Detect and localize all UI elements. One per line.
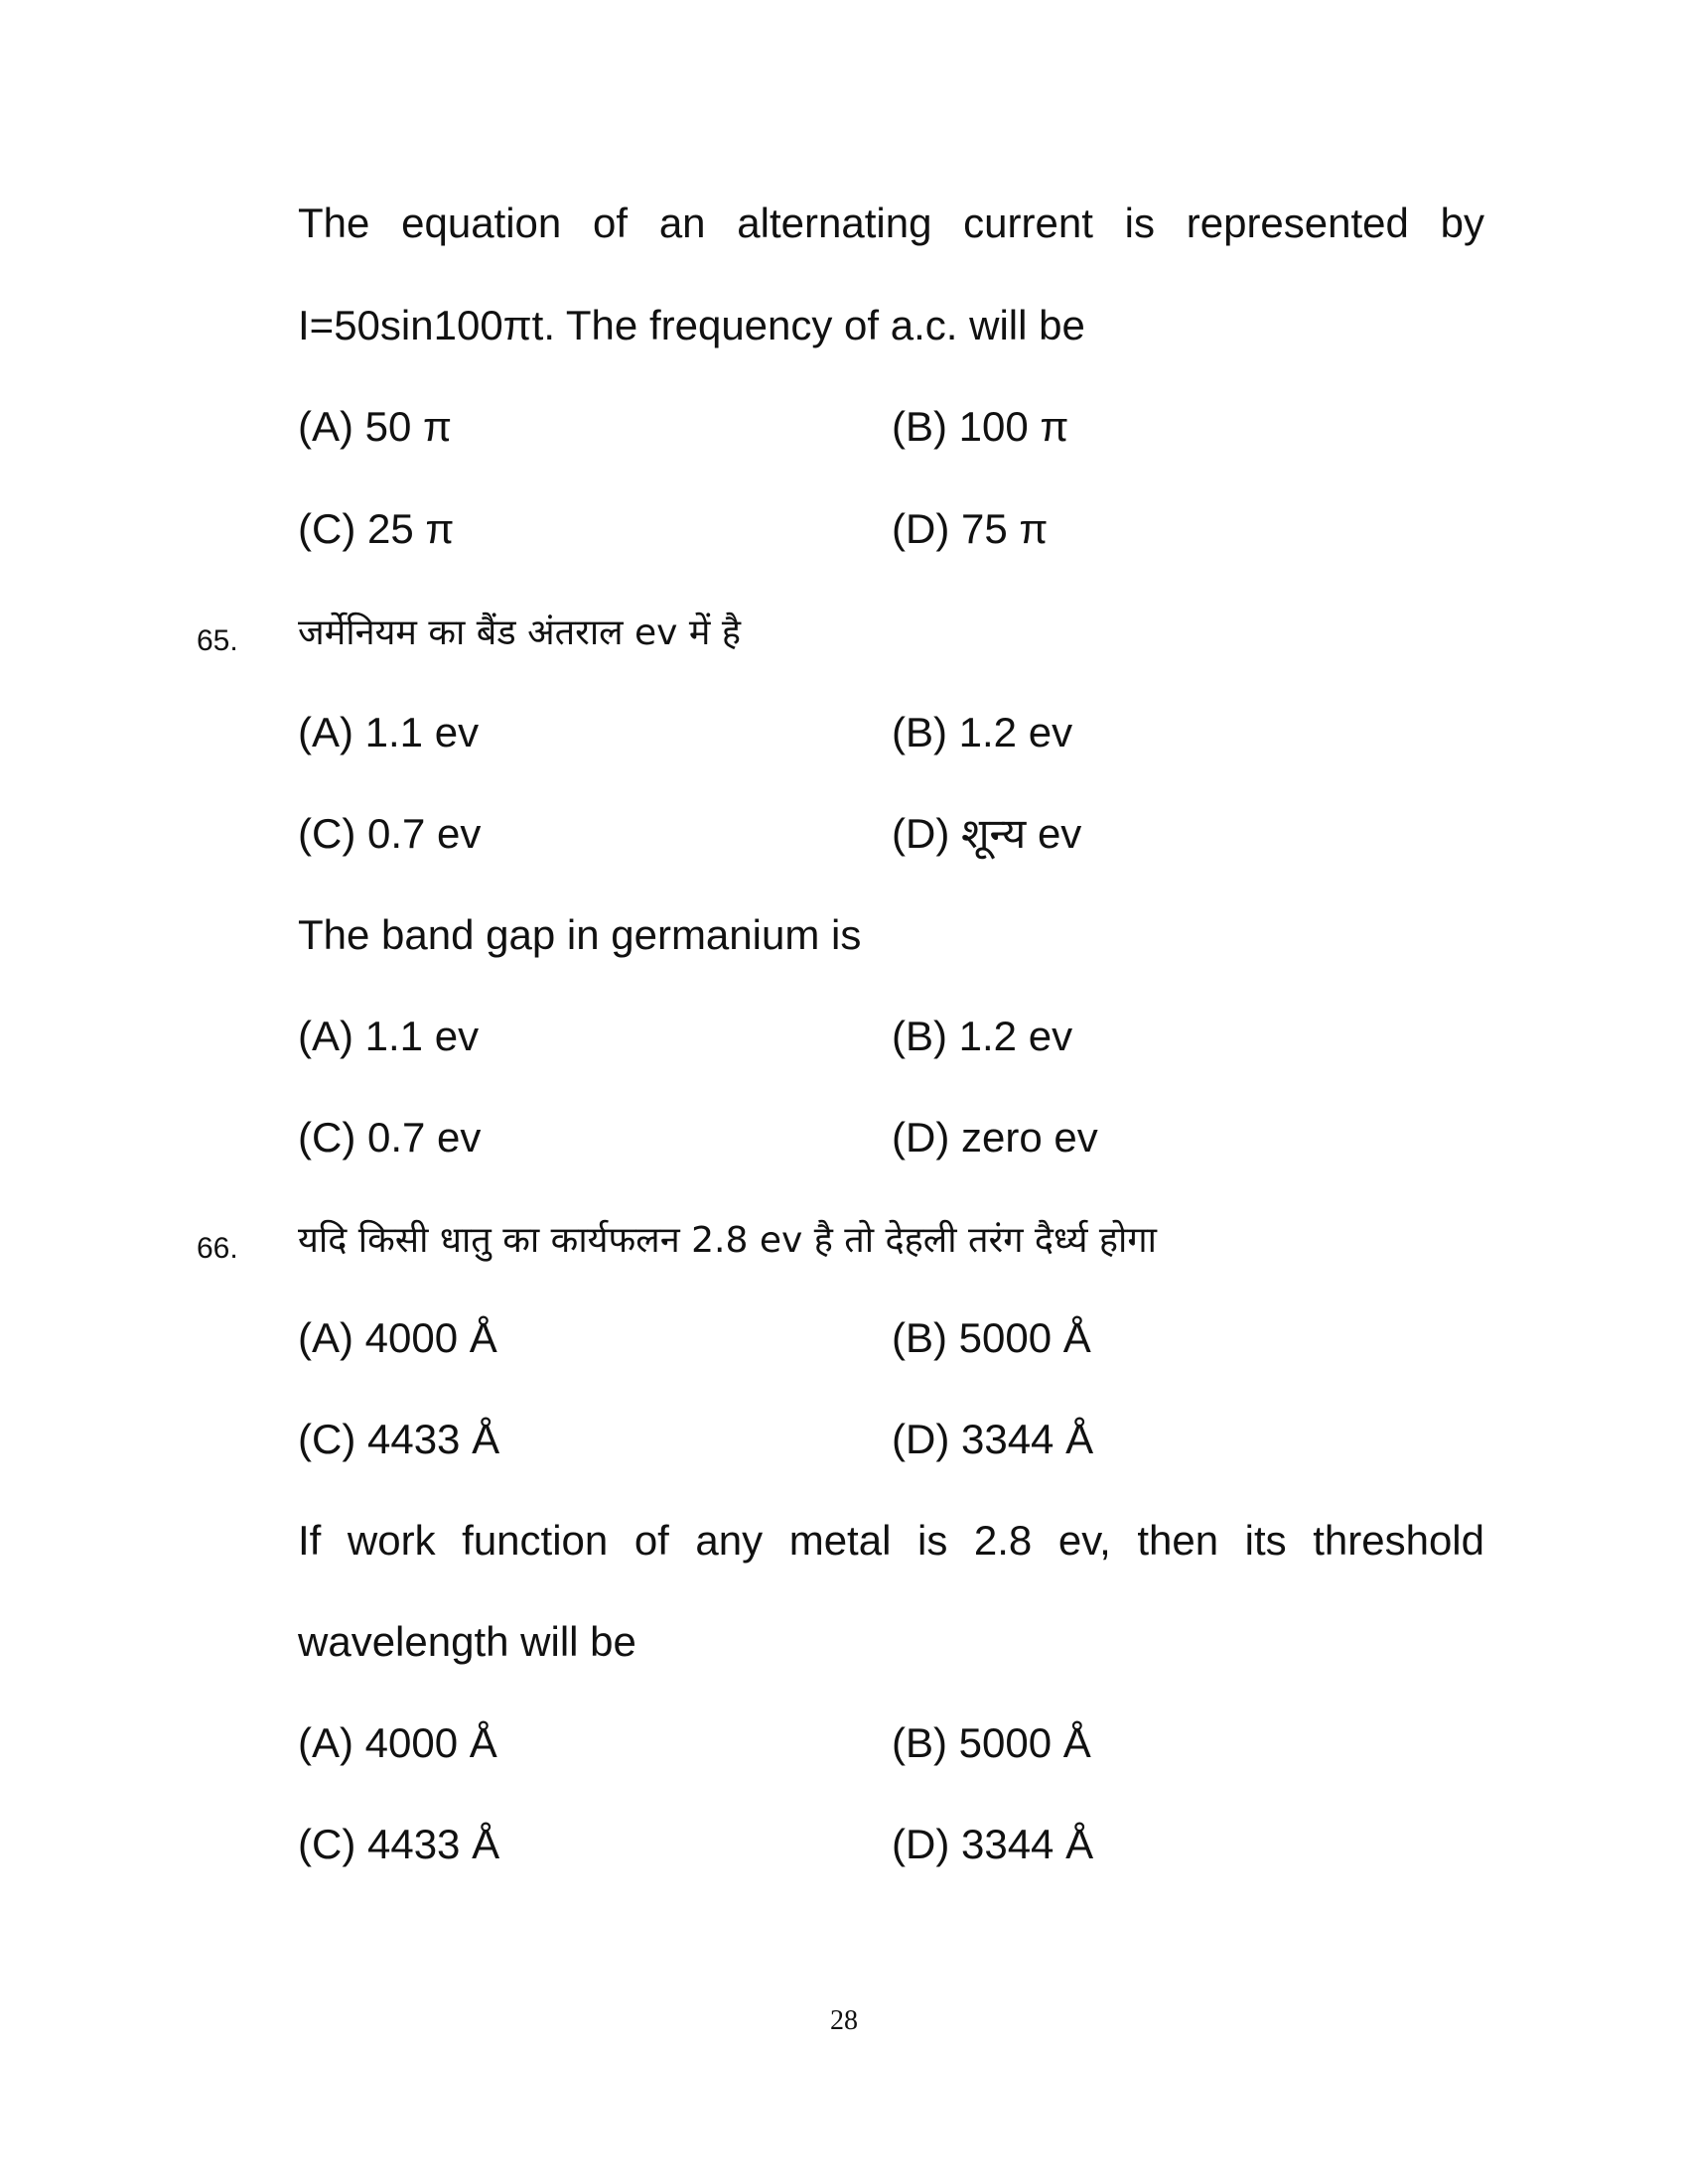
q65-hindi-question: जर्मेनियम का बैंड अंतराल ev में है [298,613,741,653]
q65-hindi-option-b: (B) 1.2 ev [892,709,1073,755]
q66-number: 66. [197,1232,238,1265]
q64-option-d: (D) 75 π [892,505,1049,552]
q65-english-option-b: (B) 1.2 ev [892,1013,1073,1059]
q64-question-line-2: I=50sin100πt. The frequency of a.c. will be [298,302,1085,348]
page-number: 28 [830,2005,858,2036]
q66-hindi-option-b: (B) 5000 Å [892,1314,1091,1361]
q65-english-option-c: (C) 0.7 ev [298,1114,482,1160]
q66-english-question-line-2: wavelength will be [298,1618,636,1665]
q66-english-option-b: (B) 5000 Å [892,1719,1091,1766]
q65-number: 65. [197,624,238,657]
q64-option-a: (A) 50 π [298,403,453,450]
q65-hindi-option-c: (C) 0.7 ev [298,810,482,857]
q65-english-option-a: (A) 1.1 ev [298,1013,480,1059]
q66-hindi-option-a: (A) 4000 Å [298,1314,497,1361]
q65-hindi-option-a: (A) 1.1 ev [298,709,480,755]
q66-english-question-line-1: If work function of any metal is 2.8 ev, then its threshold [298,1517,1484,1564]
q66-hindi-option-c: (C) 4433 Å [298,1416,500,1462]
q64-option-c: (C) 25 π [298,505,455,552]
q65-english-question: The band gap in germanium is [298,911,862,958]
q64-question-line-1: The equation of an alternating current is represented by [298,200,1484,246]
q66-english-option-d: (D) 3344 Å [892,1821,1094,1867]
q65-english-option-d: (D) zero ev [892,1114,1098,1160]
q66-hindi-option-d: (D) 3344 Å [892,1416,1094,1462]
q66-english-option-a: (A) 4000 Å [298,1719,497,1766]
q66-hindi-question: यदि किसी धातु का कार्यफलन 2.8 ev है तो देहली तरंग दैर्ध्य होगा [298,1220,1157,1261]
q65-hindi-option-d: (D) शून्य ev [892,810,1082,857]
q64-option-b: (B) 100 π [892,403,1069,450]
q66-english-option-c: (C) 4433 Å [298,1821,500,1867]
